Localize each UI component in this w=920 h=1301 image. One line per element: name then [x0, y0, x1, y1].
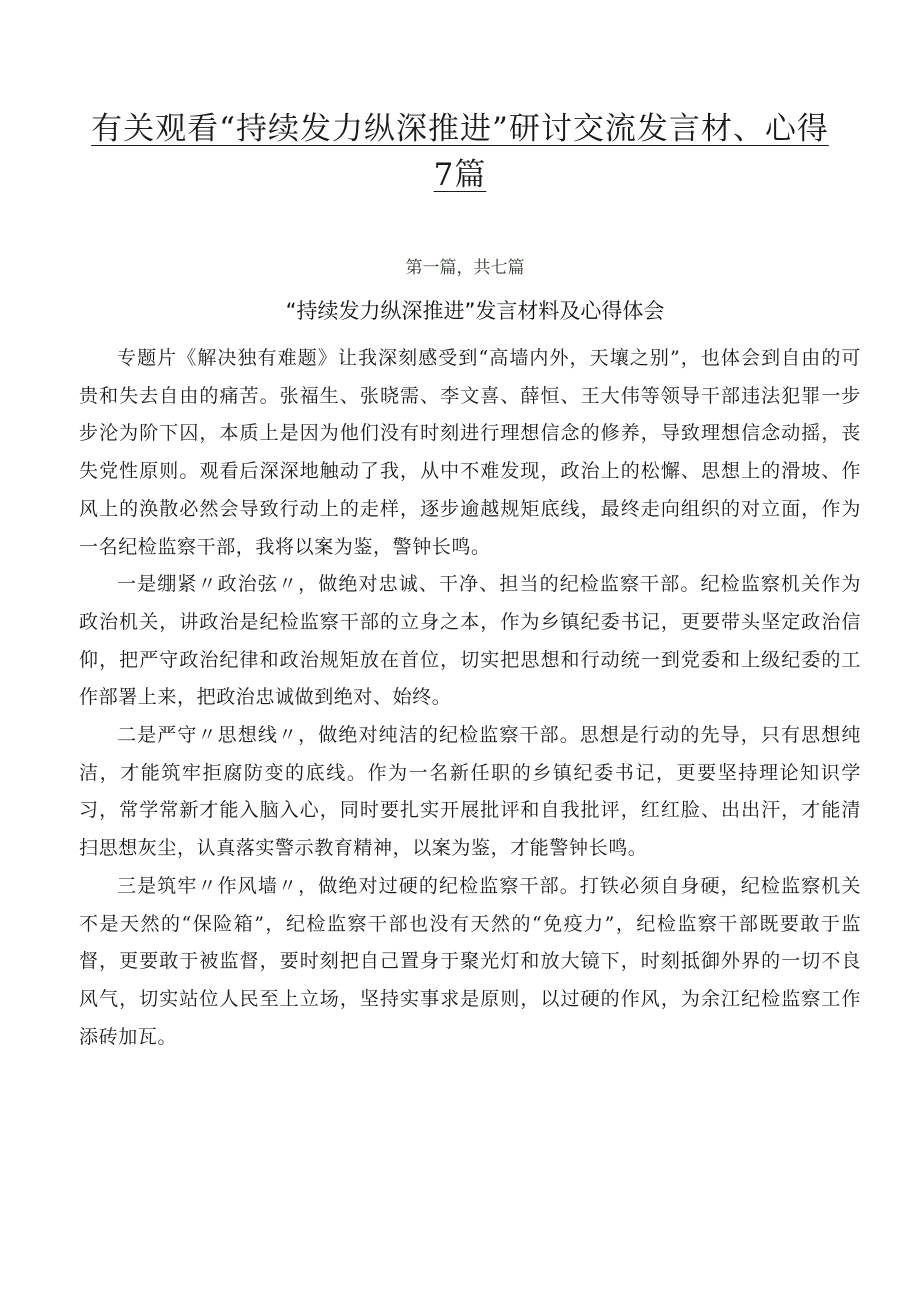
paragraph-intro: 专题片《解决独有难题》让我深刻感受到“高墙内外，天壤之别”，也体会到自由的可贵和失去自由的痛苦。张福生、张晓需、李文喜、薛恒、王大伟等领导干部违法犯罪一步步沦为阶下囚，本质上是因为他们没有时刻进行理想信念的修养，导致理想信念动摇，丧失党性原则。观看后深深地触动了我，从中不难发现，政治上的松懈、思想上的滑坡、作风上的涣散必然会导致行动上的走样，逐步逾越规矩底线，最终走向组织的对立面，作为一名纪检监察干部，我将以案为鉴，警钟长鸣。: [79, 347, 861, 558]
section-label: 第一篇，共七篇: [405, 258, 525, 278]
paragraph-political: 一是绷紧〃政治弦〃，做绝对忠诚、干净、担当的纪检监察干部。纪检监察机关作为政治机关，讲政治是纪检监察干部的立身之本，作为乡镇纪委书记，更要带头坚定政治信仰，把严守政治纪律和政治规矩放在首位，切实把思想和行动统一到党委和上级纪委的工作部署上来，把政治忠诚做到绝对、始终。: [79, 573, 861, 709]
document-title: 有关观看“持续发力纵深推进”研讨交流发言材、心得7篇: [91, 111, 829, 193]
section-title: “持续发力纵深推进”发言材料及心得体会: [285, 299, 665, 323]
paragraph-ideology: 二是严守〃思想线〃，做绝对纯洁的纪检监察干部。思想是行动的先导，只有思想纯洁，才能筑牢拒腐防变的底线。作为一名新任职的乡镇纪委书记，更要坚持理论知识学习，常学常新才能入脑入心，同时要扎实开展批评和自我批评，红红脸、出出汗，才能清扫思想灰尘，认真落实警示教育精神，以案为鉴，才能警钟长鸣。: [79, 724, 861, 860]
paragraph-conduct: 三是筑牢〃作风墙〃，做绝对过硬的纪检监察干部。打铁必须自身硬，纪检监察机关不是天然的“保险箱”，纪检监察干部也没有天然的“免疫力”，纪检监察干部既要敢于监督，更要敢于被监督，要时刻把自己置身于聚光灯和放大镜下，时刻抵御外界的一切不良风气，切实站位人民至上立场，坚持实事求是原则，以过硬的作风，为余江纪检监察工作添砖加瓦。: [79, 874, 861, 1048]
article-body: [79, 340, 861, 1056]
